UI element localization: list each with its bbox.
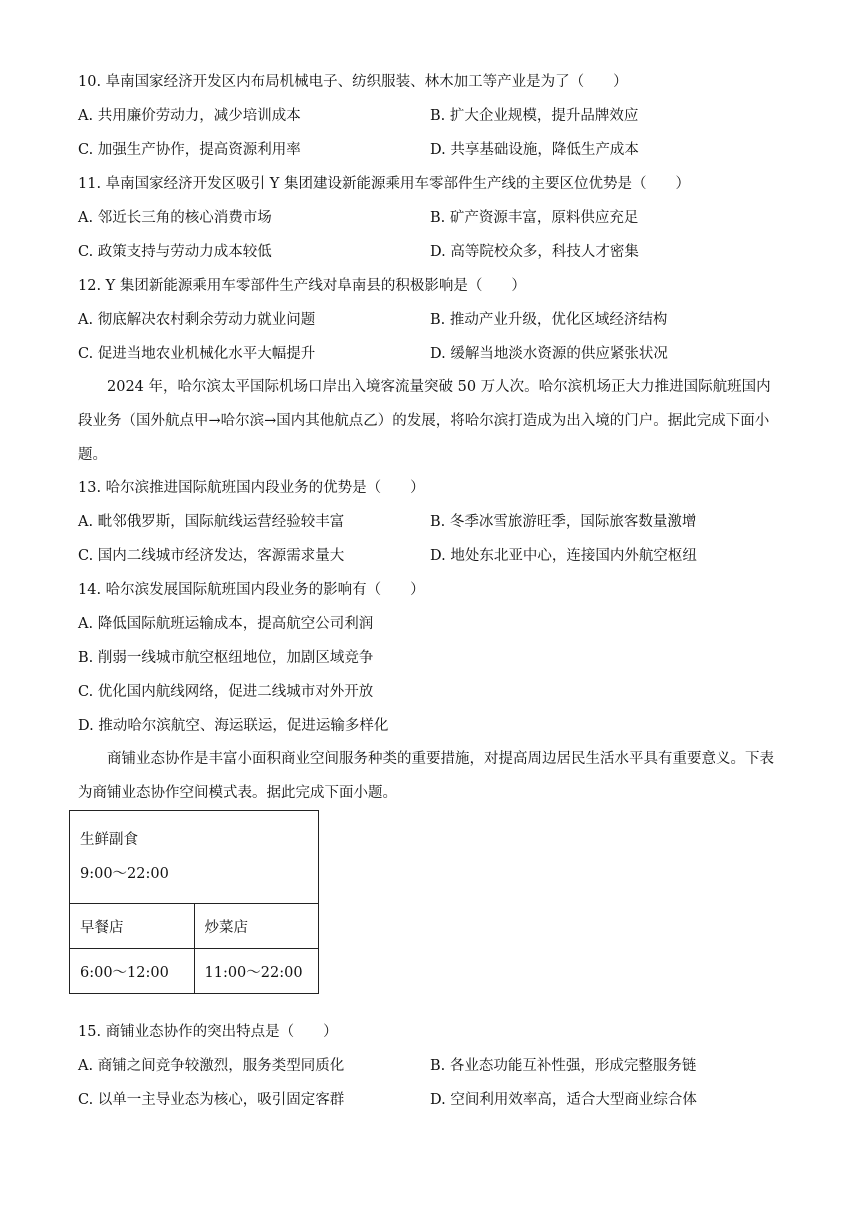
q14-option-b: B. 削弱一线城市航空枢纽地位，加剧区域竞争 xyxy=(78,650,374,666)
table-cell-breakfast-name: 早餐店 xyxy=(70,904,195,949)
q10-option-d: D. 共享基础设施，降低生产成本 xyxy=(430,142,639,158)
q13-option-a: A. 毗邻俄罗斯，国际航线运营经验较丰富 xyxy=(78,514,345,530)
q15-option-a: A. 商铺之间竞争较激烈，服务类型同质化 xyxy=(78,1058,345,1074)
q12-stem: 12. Y 集团新能源乘用车零部件生产线对阜南县的积极影响是（ ） xyxy=(78,278,526,294)
q15-option-c: C. 以单一主导业态为核心，吸引固定客群 xyxy=(78,1092,345,1108)
table-cell-fresh-food xyxy=(70,811,319,904)
fresh-food-name: 生鲜副食 xyxy=(80,832,138,848)
q11-stem: 11. 阜南国家经济开发区吸引 Y 集团建设新能源乘用车零部件生产线的主要区位优势是（ ） xyxy=(78,176,690,192)
q13-option-c: C. 国内二线城市经济发达，客源需求量大 xyxy=(78,548,345,564)
q10-option-b: B. 扩大企业规模，提升品牌效应 xyxy=(430,108,639,124)
table-cell-breakfast-hours: 6:00～12:00 xyxy=(70,949,195,994)
q14-option-a: A. 降低国际航班运输成本，提高航空公司利润 xyxy=(78,616,374,632)
q11-option-a: A. 邻近长三角的核心消费市场 xyxy=(78,210,272,226)
fresh-food-hours: 9:00～22:00 xyxy=(80,866,169,882)
q11-option-c: C. 政策支持与劳动力成本较低 xyxy=(78,244,272,260)
q12-option-d: D. 缓解当地淡水资源的供应紧张状况 xyxy=(430,346,668,362)
q12-option-b: B. 推动产业升级，优化区域经济结构 xyxy=(430,312,668,328)
q15-option-d: D. 空间利用效率高，适合大型商业综合体 xyxy=(430,1092,697,1108)
q14-option-d: D. 推动哈尔滨航空、海运联运，促进运输多样化 xyxy=(78,718,389,734)
q10-option-c: C. 加强生产协作，提高资源利用率 xyxy=(78,142,301,158)
q10-stem: 10. 阜南国家经济开发区内布局机械电子、纺织服装、林木加工等产业是为了（ ） xyxy=(78,74,628,90)
q11-option-d: D. 高等院校众多，科技人才密集 xyxy=(430,244,639,260)
q14-stem: 14. 哈尔滨发展国际航班国内段业务的影响有（ ） xyxy=(78,582,425,598)
q15-stem: 15. 商铺业态协作的突出特点是（ ） xyxy=(78,1024,338,1040)
q15-option-b: B. 各业态功能互补性强，形成完整服务链 xyxy=(430,1058,697,1074)
table-cell-stir-fry-name: 炒菜店 xyxy=(194,904,319,949)
q13-option-d: D. 地处东北亚中心，连接国内外航空枢纽 xyxy=(430,548,697,564)
q14-option-c: C. 优化国内航线网络，促进二线城市对外开放 xyxy=(78,684,374,700)
q11-option-b: B. 矿产资源丰富，原料供应充足 xyxy=(430,210,639,226)
passage-harbin: 2024 年，哈尔滨太平国际机场口岸出入境客流量突破 50 万人次。哈尔滨机场正大力推进国际航班国内段业务（国外航点甲→哈尔滨→国内其他航点乙）的发展，将哈尔滨打造成为出入境的门户。据此完成下面小题。 xyxy=(78,379,771,463)
q12-option-a: A. 彻底解决农村剩余劳动力就业问题 xyxy=(78,312,316,328)
table-cell-stir-fry-hours: 11:00～22:00 xyxy=(194,949,319,994)
shop-cooperation-table xyxy=(69,810,319,994)
q10-option-a: A. 共用廉价劳动力，减少培训成本 xyxy=(78,108,301,124)
q13-stem: 13. 哈尔滨推进国际航班国内段业务的优势是（ ） xyxy=(78,480,425,496)
q12-option-c: C. 促进当地农业机械化水平大幅提升 xyxy=(78,346,316,362)
passage-shop-cooperation: 商铺业态协作是丰富小面积商业空间服务种类的重要措施，对提高周边居民生活水平具有重要意义。下表为商铺业态协作空间模式表。据此完成下面小题。 xyxy=(78,751,774,801)
q13-option-b: B. 冬季冰雪旅游旺季，国际旅客数量激增 xyxy=(430,514,697,530)
